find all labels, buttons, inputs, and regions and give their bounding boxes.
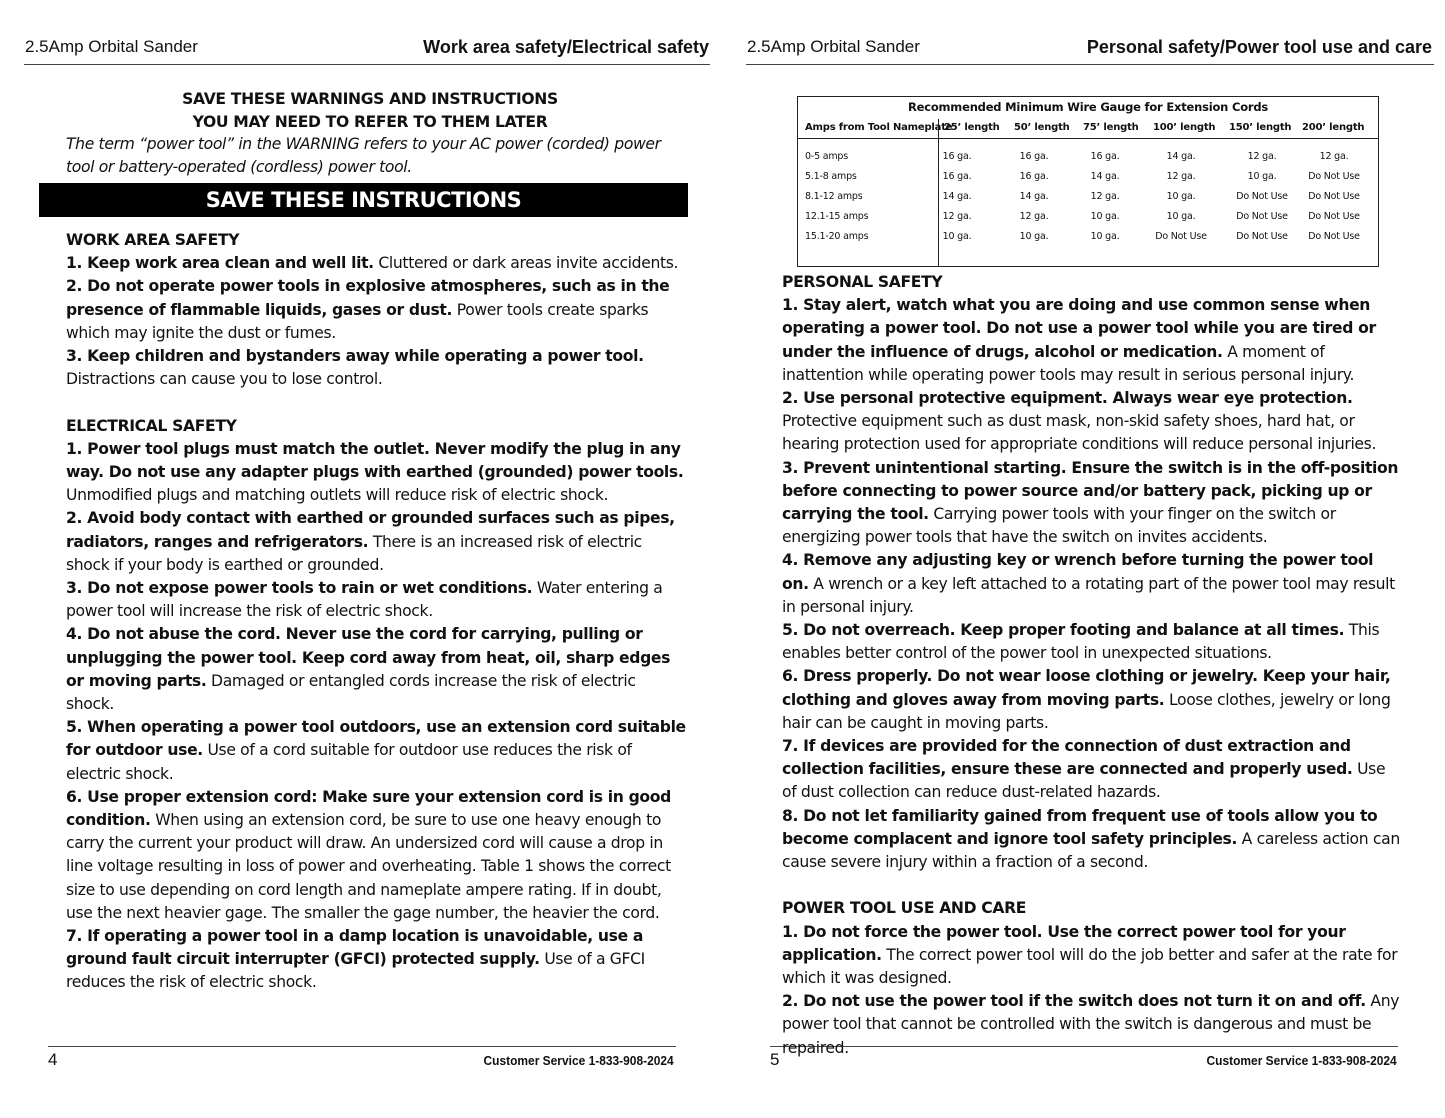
page-number: 5 [770, 1050, 780, 1069]
instruction-detail: There is an increased risk of electric shock if your body is earthed or grounded. [66, 532, 642, 574]
instruction-lead: 2. Do not use the power tool if the switch does not turn it on and off. [782, 992, 1366, 1011]
instruction-detail: A careless action can cause severe injury within a fraction of a second. [782, 829, 1400, 872]
wire-gauge-row-label: 8.1-12 amps [805, 191, 863, 202]
header-divider [746, 64, 1434, 65]
wire-gauge-table-title: Recommended Minimum Wire Gauge for Extension Cords [907, 100, 1269, 114]
instruction-lead: 1. Keep work area clean and well lit. [66, 254, 374, 273]
wire-gauge-cell: 10 ga. [1019, 231, 1049, 242]
wire-gauge-cell: 12 ga. [1090, 191, 1120, 202]
personal-safety-heading: PERSONAL SAFETY [782, 273, 943, 291]
wire-gauge-row-label: 12.1-15 amps [805, 211, 869, 222]
instruction-detail: Use of a GFCI reduces the risk of electric shock. [66, 950, 645, 992]
warnings-title-line-2: YOU MAY NEED TO REFER TO THEM LATER [192, 112, 548, 131]
instruction-item [782, 735, 1402, 805]
wire-gauge-cell: 14 ga. [1019, 191, 1049, 202]
wire-gauge-cell: Do Not Use [1236, 211, 1288, 222]
wire-gauge-cell: 10 ga. [1166, 191, 1196, 202]
wire-gauge-cell: 12 ga. [1166, 171, 1196, 182]
wire-gauge-cell: 12 ga. [942, 211, 972, 222]
header-divider [24, 64, 710, 65]
wire-gauge-column-header: 50’ length [1014, 122, 1070, 133]
instruction-lead: 3. Do not expose power tools to rain or wet conditions. [66, 579, 533, 598]
wire-gauge-column-header: 25’ length [944, 122, 1000, 133]
instruction-item [66, 252, 686, 275]
wire-gauge-cell: 10 ga. [942, 231, 972, 242]
instruction-lead: 1. Power tool plugs must match the outlet. Never modify the plug in any way. Do not use any adapter plugs with earthed (grounded) power tools. [66, 439, 684, 482]
wire-gauge-column-header: 150’ length [1229, 122, 1292, 133]
left-page [0, 0, 722, 1118]
instruction-lead: 6. Use proper extension cord: Make sure your extension cord is in good condition. [66, 787, 671, 830]
wire-gauge-cell: Do Not Use [1155, 231, 1207, 242]
instruction-detail: Cluttered or dark areas invite accidents. [373, 254, 679, 273]
instruction-detail: Use of a cord suitable for outdoor use reduces the risk of electric shock. [66, 741, 632, 783]
instruction-detail: Protective equipment such as dust mask, non-skid safety shoes, hard hat, or hearing protection used for appropriate conditions will reduce personal injuries. [782, 412, 1377, 454]
wire-gauge-cell: 14 ga. [1166, 151, 1196, 162]
instruction-detail: The correct power tool will do the job better and safer at the rate for which it was designed. [782, 945, 1398, 988]
wire-gauge-cell: 10 ga. [1090, 211, 1120, 222]
instruction-lead: 4. Remove any adjusting key or wrench before turning the power tool on. [782, 551, 1374, 593]
wire-gauge-cell: 10 ga. [1247, 171, 1277, 182]
instruction-detail: Water entering a power tool will increase the risk of electric shock. [66, 579, 663, 621]
instruction-item [66, 577, 686, 623]
instruction-item [782, 457, 1402, 550]
instruction-item [782, 665, 1402, 735]
wire-gauge-cell: Do Not Use [1308, 191, 1360, 202]
wire-gauge-header-rule [798, 138, 1378, 139]
wire-gauge-cell: 12 ga. [1019, 211, 1049, 222]
wire-gauge-table-divider [938, 119, 939, 266]
instruction-lead: 3. Keep children and bystanders away while operating a power tool. [66, 347, 644, 366]
wire-gauge-cell: Do Not Use [1236, 191, 1288, 202]
header-product-name: 2.5Amp Orbital Sander [25, 37, 198, 56]
customer-service-phone: Customer Service 1-833-908-2024 [1206, 1053, 1397, 1068]
wire-gauge-cell: Do Not Use [1236, 231, 1288, 242]
instruction-item [66, 275, 686, 345]
instruction-lead: 5. When operating a power tool outdoors, use an extension cord suitable for outdoor use. [66, 718, 686, 760]
warnings-title-line-1: SAVE THESE WARNINGS AND INSTRUCTIONS [182, 90, 558, 108]
instruction-item [782, 619, 1402, 665]
wire-gauge-row-label: 5.1-8 amps [805, 171, 857, 182]
personal-safety-list [782, 294, 1402, 874]
wire-gauge-cell: Do Not Use [1308, 211, 1360, 222]
instruction-lead: 3. Prevent unintentional starting. Ensure the switch is in the off-position before connecting to power source and/or battery pack, picking up or carrying the tool. [782, 458, 1399, 524]
customer-service-phone: Customer Service 1-833-908-2024 [483, 1053, 674, 1068]
wire-gauge-cell: 16 ga. [1019, 171, 1049, 182]
instruction-lead: 5. Do not overreach. Keep proper footing and balance at all times. [782, 621, 1345, 640]
wire-gauge-cell: 12 ga. [1319, 151, 1349, 162]
power-tool-list [782, 921, 1402, 1060]
instruction-item [782, 805, 1402, 875]
instruction-lead: 4. Do not abuse the cord. Never use the cord for carrying, pulling or unplugging the power tool. Keep cord away from heat, oil, sharp edges or moving parts. [66, 625, 671, 690]
wire-gauge-cell: Do Not Use [1308, 171, 1360, 182]
instruction-item [66, 345, 686, 391]
instruction-lead: 2. Avoid body contact with earthed or grounded surfaces such as pipes, radiators, ranges and refrigerators. [66, 509, 675, 551]
instruction-item [66, 507, 686, 577]
wire-gauge-cell: 14 ga. [942, 191, 972, 202]
wire-gauge-cell: 16 ga. [942, 151, 972, 162]
instruction-detail: When using an extension cord, be sure to use one heavy enough to carry the current your product will draw. An undersized cord will cause a drop in line voltage resulting in loss of power and overheating. Table 1 shows the correct size to use depending on cord length and nameplate ampere rating. If in doubt, use the next heavier gage. The smaller the gage number, the heavier the cord. [66, 811, 671, 922]
instruction-item [782, 990, 1402, 1060]
wire-gauge-row-label: 15.1-20 amps [805, 231, 869, 242]
instruction-item [66, 786, 686, 925]
wire-gauge-cell: 10 ga. [1166, 211, 1196, 222]
instruction-detail: Damaged or entangled cords increase the risk of electric shock. [66, 671, 636, 714]
instruction-detail: Any power tool that cannot be controlled with the switch is dangerous and must be repaired. [782, 992, 1400, 1057]
left-column-text [66, 229, 686, 995]
instruction-item [782, 921, 1402, 991]
instruction-lead: 1. Do not force the power tool. Use the correct power tool for your application. [782, 922, 1346, 964]
page-number: 4 [48, 1050, 58, 1069]
instruction-item [782, 549, 1402, 619]
instruction-detail: Unmodified plugs and matching outlets will reduce risk of electric shock. [66, 486, 609, 505]
header-section-title: Work area safety/Electrical safety [423, 37, 709, 57]
work-area-heading: WORK AREA SAFETY [66, 231, 240, 249]
warnings-note-line-2: tool or battery-operated (cordless) power tool. [66, 157, 412, 176]
instruction-detail: Carrying power tools with your finger on the switch or energizing power tools that have the switch on invites accidents. [782, 505, 1336, 547]
wire-gauge-row-label: 0-5 amps [805, 151, 848, 162]
warnings-block [40, 88, 700, 178]
instruction-detail: Power tools create sparks which may ignite the dust or fumes. [66, 300, 649, 342]
instruction-detail: This enables better control of the power tool in unexpected situations. [782, 621, 1380, 663]
instruction-detail: A wrench or a key left attached to a rotating part of the power tool may result in personal injury. [782, 574, 1395, 616]
work-area-list [66, 252, 686, 391]
instruction-lead: 7. If devices are provided for the connection of dust extraction and collection facilities, ensure these are connected and properly used. [782, 737, 1353, 779]
instruction-lead: 1. Stay alert, watch what you are doing and use common sense when operating a power tool. Do not use a power tool while you are tired or under the influence of drugs, alcohol or medication. [782, 296, 1376, 361]
wire-gauge-cell: 12 ga. [1247, 151, 1277, 162]
instruction-lead: 2. Use personal protective equipment. Always wear eye protection. [782, 389, 1353, 408]
wire-gauge-column-header: 100’ length [1153, 122, 1216, 133]
instruction-lead: 2. Do not operate power tools in explosive atmospheres, such as in the presence of flammable liquids, gases or dust. [66, 277, 670, 319]
instruction-detail: Use of dust collection can reduce dust-related hazards. [782, 760, 1386, 802]
wire-gauge-table [797, 96, 1379, 267]
wire-gauge-cell: 14 ga. [1090, 171, 1120, 182]
header-product-name: 2.5Amp Orbital Sander [747, 37, 920, 56]
instruction-item [66, 623, 686, 716]
instruction-item [66, 438, 686, 508]
wire-gauge-cell: 10 ga. [1090, 231, 1120, 242]
instruction-lead: 7. If operating a power tool in a damp location is unavoidable, use a ground fault circuit interrupter (GFCI) protected supply. [66, 927, 644, 969]
instruction-detail: Loose clothes, jewelry or long hair can be caught in moving parts. [782, 690, 1391, 732]
power-tool-heading: POWER TOOL USE AND CARE [782, 899, 1027, 918]
wire-gauge-column-header: 200’ length [1302, 122, 1365, 133]
instruction-item [782, 294, 1402, 387]
electrical-heading: ELECTRICAL SAFETY [66, 416, 237, 435]
wire-gauge-cell: 16 ga. [942, 171, 972, 182]
header-section-title: Personal safety/Power tool use and care [1086, 37, 1432, 57]
wire-gauge-cell: 16 ga. [1090, 151, 1120, 162]
wire-gauge-cell: Do Not Use [1308, 231, 1360, 242]
instruction-lead: 6. Dress properly. Do not wear loose clothing or jewelry. Keep your hair, clothing and gloves away from moving parts. [782, 667, 1391, 709]
wire-gauge-column-header: Amps from Tool Nameplate [805, 122, 953, 133]
instruction-item [66, 925, 686, 995]
wire-gauge-cell: 16 ga. [1019, 151, 1049, 162]
instruction-item [782, 387, 1402, 457]
instruction-lead: 8. Do not let familiarity gained from frequent use of tools allow you to become complacent and ignore tool safety principles. [782, 806, 1378, 848]
right-column-text [782, 271, 1402, 1060]
wire-gauge-column-header: 75’ length [1083, 122, 1139, 133]
instruction-detail: A moment of inattention while operating power tools may result in serious personal injury. [782, 342, 1355, 384]
save-instructions-banner: SAVE THESE INSTRUCTIONS [39, 183, 688, 217]
instruction-detail: Distractions can cause you to lose control. [66, 370, 383, 389]
footer-divider [48, 1046, 676, 1047]
electrical-list [66, 438, 686, 995]
instruction-item [66, 716, 686, 786]
warnings-note-line-1: The term “power tool” in the WARNING refers to your AC power (corded) power [66, 135, 661, 153]
